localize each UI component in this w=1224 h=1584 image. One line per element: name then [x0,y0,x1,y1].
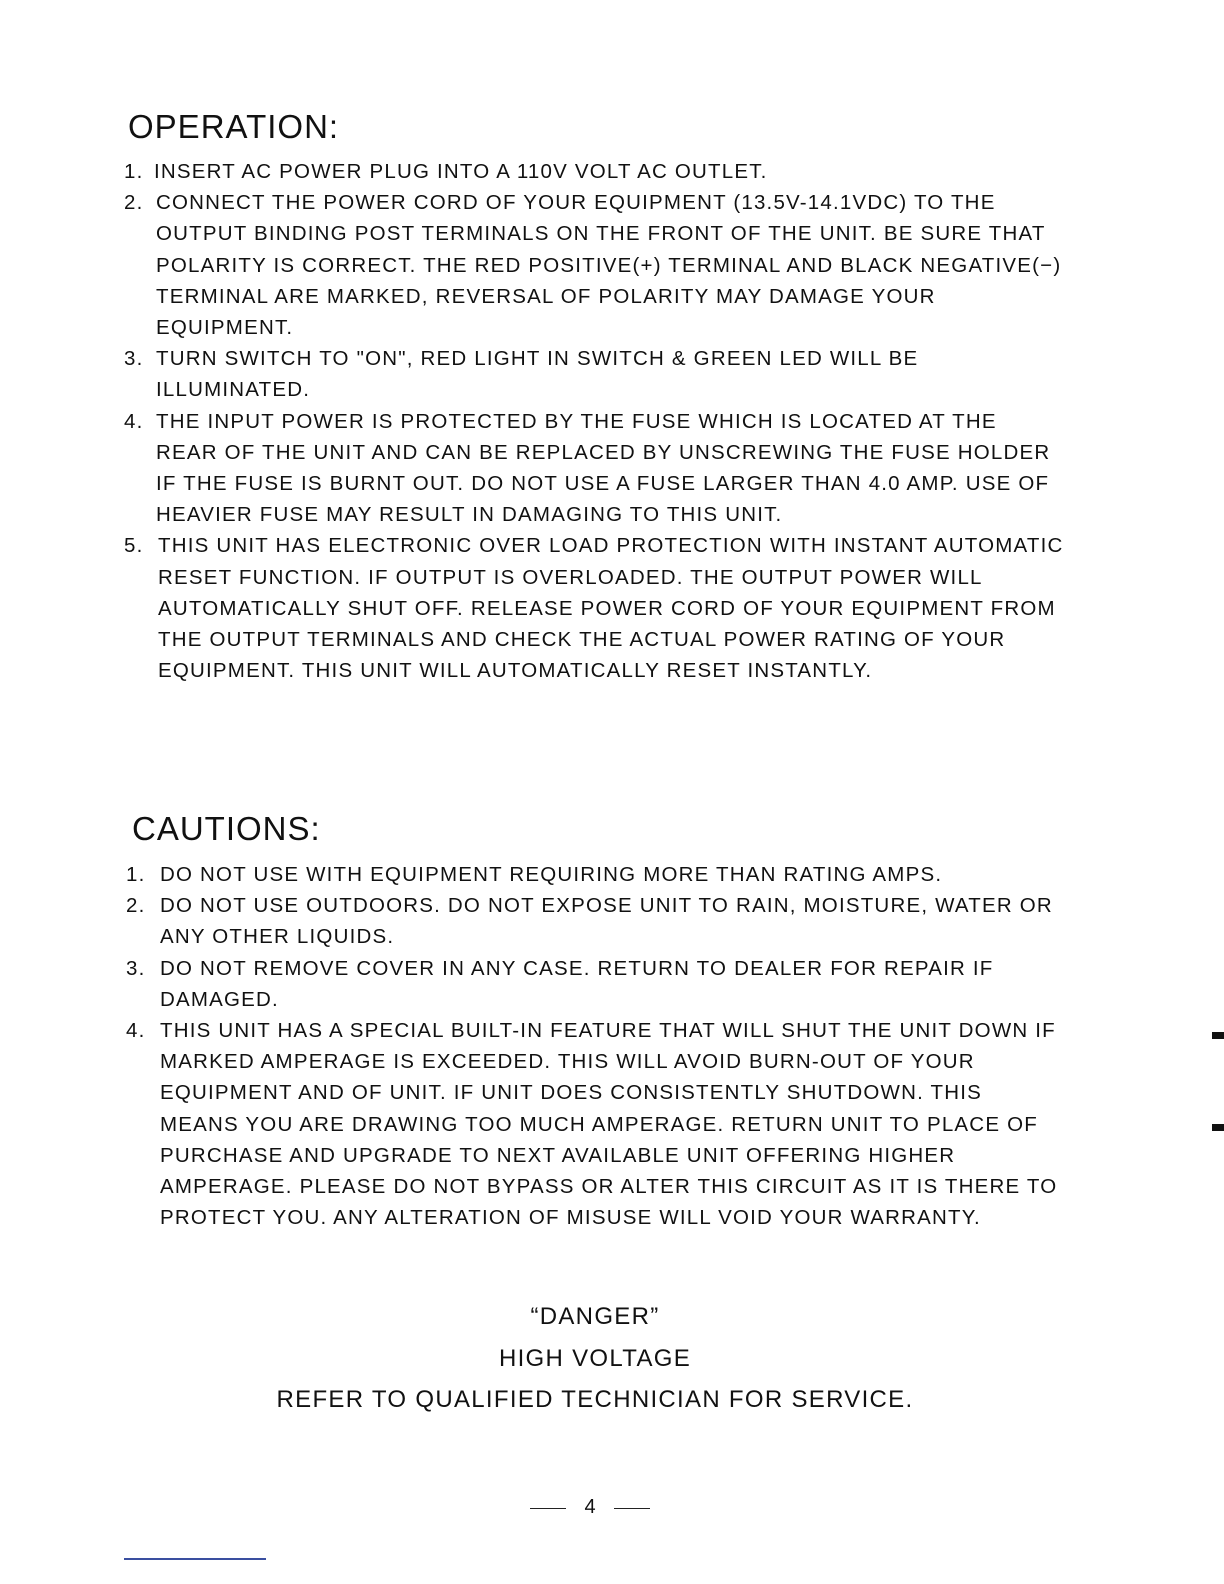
operation-step-4 [124,406,1064,531]
step-number: 3. [124,347,144,371]
page-number-value: 4 [584,1496,596,1518]
caution-number: 4. [126,1019,146,1043]
operation-heading: OPERATION: [128,108,340,145]
high-voltage-label: HIGH VOLTAGE [498,1345,692,1372]
step-number: 2. [124,191,144,215]
step-number: 4. [124,409,144,433]
caution-3 [126,953,1066,1015]
page-number-dash-right [614,1508,650,1509]
caution-4 [126,1015,1066,1233]
page-number-dash-left [530,1508,566,1509]
caution-text: DO NOT REMOVE COVER IN ANY CASE. RETURN TO DEALER FOR REPAIR IF DAMAGED. [160,956,994,1011]
danger-title: “DANGER” [530,1303,660,1330]
cautions-heading: CAUTIONS: [132,810,321,847]
caution-text: THIS UNIT HAS A SPECIAL BUILT-IN FEATURE THAT WILL SHUT THE UNIT DOWN IF MARKED AMPERAGE IS EXCEEDED. THIS WILL AVOID BURN-OUT OF YOUR EQUIPMENT AND OF UNIT. IF UNIT DOES CONSISTENTLY SHUTDOWN. THIS MEANS YOU ARE DRAWING TOO MUCH AMPERAGE. RETURN UNIT TO PLACE OF PURCHASE AND UPGRADE TO NEXT AVAILABLE UNIT OFFERING HIGHER AMPERAGE. PLEASE DO NOT BYPASS OR ALTER THIS CIRCUIT AS IT IS THERE TO PROTECT YOU. ANY ALTERATION OF MISUSE WILL VOID YOUR WARRANTY. [160,1019,1058,1230]
step-number: 1. [124,160,144,183]
step-text: INSERT AC POWER PLUG INTO A 110V VOLT AC OUTLET. [154,160,768,183]
caution-2 [126,890,1066,952]
operation-step-5 [124,530,1064,686]
caution-1 [126,859,1066,890]
caution-text: DO NOT USE WITH EQUIPMENT REQUIRING MORE THAN RATING AMPS. [160,863,943,886]
operation-step-2 [124,187,1064,343]
binding-edge-mark [1212,1124,1224,1131]
caution-text: DO NOT USE OUTDOORS. DO NOT EXPOSE UNIT TO RAIN, MOISTURE, WATER OR ANY OTHER LIQUIDS. [160,894,1053,949]
operation-step-1 [124,156,1064,187]
binding-edge-mark [1212,1032,1224,1039]
cautions-list [126,859,1066,1233]
step-text: THE INPUT POWER IS PROTECTED BY THE FUSE WHICH IS LOCATED AT THE REAR OF THE UNIT AND CAN BE REPLACED BY UNSCREWING THE FUSE HOLDER IF THE FUSE IS BURNT OUT. DO NOT USE A FUSE LARGER THAN 4.0 AMP. USE OF HEAVIER FUSE MAY RESULT IN DAMAGING TO THIS UNIT. [156,409,1051,527]
operation-list [124,156,1064,686]
scan-edge-line [124,1558,266,1560]
caution-number: 1. [126,863,146,886]
operation-step-3 [124,343,1064,405]
step-text: CONNECT THE POWER CORD OF YOUR EQUIPMENT (13.5V-14.1VDC) TO THE OUTPUT BINDING POST TERMINALS ON THE FRONT OF THE UNIT. BE SURE THAT POLARITY IS CORRECT. THE RED POSITIVE(+) TERMINAL AND BLACK NEGATIVE(−) TERMINAL ARE MARKED, REVERSAL OF POLARITY MAY DAMAGE YOUR EQUIPMENT. [156,191,1062,340]
caution-number: 2. [126,894,146,918]
caution-number: 3. [126,956,146,980]
page-number [530,1496,650,1522]
step-number: 5. [124,534,144,558]
step-text: TURN SWITCH TO "ON", RED LIGHT IN SWITCH & GREEN LED WILL BE ILLUMINATED. [156,347,919,402]
service-notice: REFER TO QUALIFIED TECHNICIAN FOR SERVICE. [276,1386,914,1413]
step-text: THIS UNIT HAS ELECTRONIC OVER LOAD PROTECTION WITH INSTANT AUTOMATIC RESET FUNCTION. IF OUTPUT IS OVERLOADED. THE OUTPUT POWER WILL AUTOMATICALLY SHUT OFF. RELEASE POWER CORD OF YOUR EQUIPMENT FROM THE OUTPUT TERMINALS AND CHECK THE ACTUAL POWER RATING OF YOUR EQUIPMENT. THIS UNIT WILL AUTOMATICALLY RESET INSTANTLY. [158,534,1064,683]
